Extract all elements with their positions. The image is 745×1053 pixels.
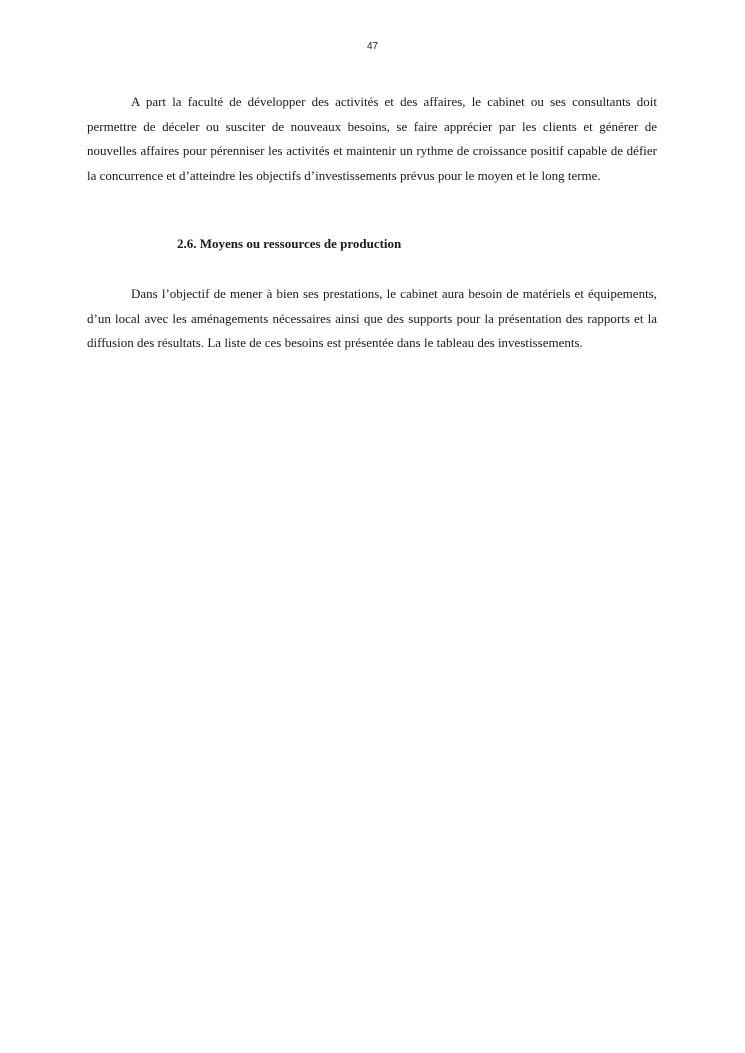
body-paragraph-1: A part la faculté de développer des activités et des affaires, le cabinet ou ses consultants doit permettre de déceler ou susciter de nouveaux besoins, se faire apprécier par les clients et générer de nouvelles affaires pour pérenniser les activités et maintenir un rythme de croissance positif capable de défier la concurrence et d’atteindre les objectifs d’investissements prévus pour le moyen et le long terme. — [87, 94, 657, 183]
page-number: 47 — [366, 41, 379, 52]
body-paragraph-2: Dans l’objectif de mener à bien ses prestations, le cabinet aura besoin de matériels et équipements, d’un local avec les aménagements nécessaires ainsi que des supports pour la présentation des rapports et la diffusion des résultats. La liste de ces besoins est présentée dans le tableau des investissements. — [87, 286, 657, 350]
section-heading: 2.6. Moyens ou ressources de production — [177, 236, 402, 251]
